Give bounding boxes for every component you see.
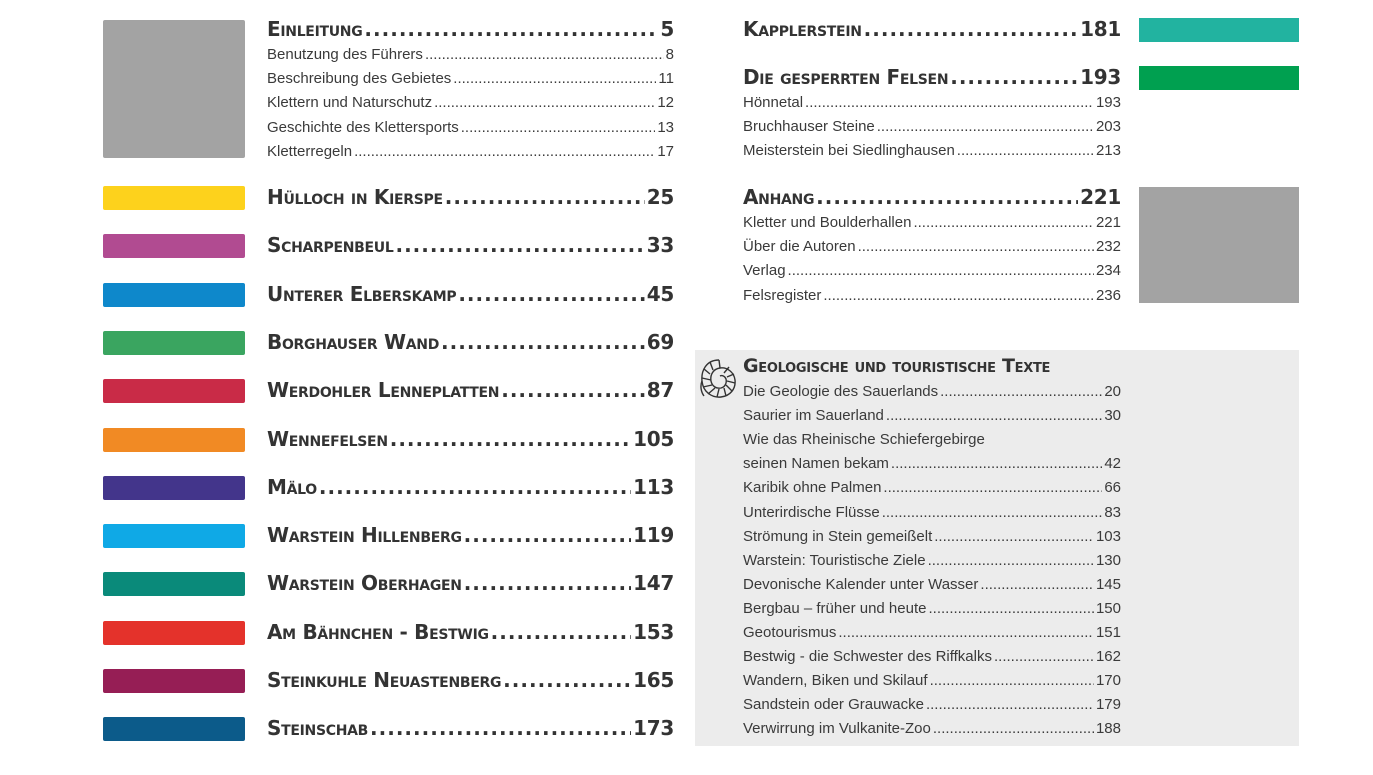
- toc-subentry[interactable]: [743, 238, 1121, 255]
- toc-subentry[interactable]: [743, 383, 1121, 400]
- entry-title: Mälo: [267, 474, 317, 499]
- ammonite-icon: [698, 356, 740, 402]
- entry-page: 119: [633, 523, 674, 548]
- entry-page: 153: [633, 619, 674, 644]
- gesperrt-swatch: [1139, 66, 1299, 90]
- entry-title: Verwirrung im Vulkanite-Zoo: [743, 720, 931, 738]
- toc-subentry[interactable]: [267, 94, 674, 111]
- chapter-color-swatch: [103, 524, 245, 548]
- entry-title: Über die Autoren: [743, 238, 856, 256]
- chapter-color-swatch: [103, 379, 245, 403]
- entry-title: Geotourismus: [743, 624, 837, 641]
- entry-page: 170: [1095, 672, 1121, 690]
- toc-entry-chapter[interactable]: [267, 378, 674, 402]
- toc-entry-gesperrt[interactable]: [743, 65, 1121, 89]
- entry-page: 203: [1095, 118, 1121, 136]
- entry-title: Meisterstein bei Siedlinghausen: [743, 142, 955, 160]
- entry-title: Verlag: [743, 262, 786, 280]
- chapter-color-swatch: [103, 186, 245, 210]
- chapter-color-swatch: [103, 331, 245, 355]
- entry-title: seinen Namen bekam: [743, 455, 889, 473]
- toc-subentry[interactable]: [743, 504, 1121, 521]
- entry-page: 11: [658, 70, 674, 88]
- entry-page: 145: [1095, 575, 1121, 593]
- entry-page: 193: [1080, 65, 1121, 89]
- entry-title: Wandern, Biken und Skilauf: [743, 672, 928, 690]
- entry-page: 5: [660, 17, 674, 41]
- entry-page: 105: [633, 426, 674, 451]
- entry-page: 173: [633, 716, 674, 741]
- entry-page: 181: [1080, 17, 1121, 41]
- toc-subentry[interactable]: [267, 143, 674, 160]
- toc-subentry[interactable]: [743, 455, 1121, 472]
- toc-entry-chapter[interactable]: [267, 571, 674, 595]
- entry-title: Bruchhauser Steine: [743, 118, 875, 136]
- einleitung-swatch: [103, 20, 245, 158]
- entry-title: Strömung in Stein gemeißelt: [743, 527, 933, 545]
- toc-entry-chapter[interactable]: [267, 716, 674, 740]
- entry-title: Unterirdische Flüsse: [743, 503, 880, 521]
- toc-subentry[interactable]: [743, 262, 1121, 279]
- entry-title: Felsregister: [743, 286, 822, 304]
- toc-entry-chapter[interactable]: [267, 427, 674, 451]
- entry-page: 221: [1095, 214, 1121, 231]
- entry-title: Benutzung des Führers: [267, 46, 423, 63]
- entry-title: Sandstein oder Grauwacke: [743, 696, 924, 714]
- toc-entry-chapter[interactable]: [267, 475, 674, 499]
- entry-page: 232: [1095, 238, 1121, 256]
- toc-subentry[interactable]: [267, 119, 674, 136]
- entry-page: 12: [657, 94, 674, 112]
- toc-entry-einleitung[interactable]: [267, 17, 674, 41]
- toc-subentry[interactable]: [743, 142, 1121, 159]
- entry-page: 25: [646, 185, 674, 209]
- toc-subentry[interactable]: [267, 46, 674, 63]
- entry-title: Geschichte des Klettersports: [267, 118, 459, 136]
- toc-subentry[interactable]: [743, 576, 1121, 593]
- toc-subentry[interactable]: [743, 648, 1121, 665]
- anhang-swatch: [1139, 187, 1299, 303]
- entry-title: Wennefelsen: [267, 426, 388, 451]
- toc-entry-chapter[interactable]: [267, 668, 674, 692]
- toc-entry-chapter[interactable]: [267, 620, 674, 644]
- chapter-color-swatch: [103, 283, 245, 307]
- toc-entry-chapter[interactable]: [267, 282, 674, 306]
- entry-title: Warstein Oberhagen: [267, 571, 462, 596]
- toc-subentry[interactable]: [743, 287, 1121, 304]
- entry-title: Bestwig - die Schwester des Riffkalks: [743, 648, 992, 666]
- entry-page: 17: [657, 142, 674, 160]
- toc-entry-chapter[interactable]: [267, 523, 674, 547]
- chapter-color-swatch: [103, 621, 245, 645]
- entry-title: Saurier im Sauerland: [743, 407, 884, 425]
- entry-title: Beschreibung des Gebietes: [267, 70, 452, 88]
- toc-subentry[interactable]: [743, 552, 1121, 569]
- entry-page: 113: [633, 474, 674, 499]
- entry-page: 103: [1095, 527, 1121, 545]
- entry-page: 130: [1095, 551, 1121, 569]
- toc-entry-chapter[interactable]: [267, 185, 674, 209]
- chapter-color-swatch: [103, 572, 245, 596]
- chapter-color-swatch: [103, 476, 245, 500]
- entry-page: 162: [1095, 648, 1121, 666]
- entry-title: Warstein: Touristische Ziele: [743, 551, 926, 569]
- toc-subentry[interactable]: [743, 696, 1121, 713]
- entry-page: 83: [1104, 503, 1121, 521]
- entry-page: 193: [1095, 94, 1121, 111]
- chapter-color-swatch: [103, 428, 245, 452]
- entry-page: 165: [633, 668, 674, 692]
- entry-title: Unterer Elberskamp: [267, 281, 457, 306]
- toc-entry-chapter[interactable]: [267, 330, 674, 354]
- geology-title: Geologische und touristische Texte: [743, 355, 1051, 377]
- toc-subentry[interactable]: [743, 407, 1121, 424]
- toc-subentry[interactable]: [743, 479, 1121, 496]
- entry-title: Klettern und Naturschutz: [267, 94, 433, 112]
- toc-entry-kapplerstein[interactable]: [743, 17, 1121, 41]
- toc-subentry[interactable]: [743, 720, 1121, 737]
- toc-subentry[interactable]: [743, 528, 1121, 545]
- toc-subentry[interactable]: [743, 94, 1121, 111]
- entry-title: Kletterregeln: [267, 142, 353, 160]
- toc-entry-chapter[interactable]: [267, 233, 674, 257]
- toc-subentry[interactable]: [743, 118, 1121, 135]
- chapter-color-swatch: [103, 717, 245, 741]
- entry-page: 13: [657, 118, 674, 136]
- chapter-color-swatch: [103, 669, 245, 693]
- entry-page: 20: [1104, 383, 1121, 400]
- entry-page: 236: [1095, 286, 1121, 304]
- kapplerstein-swatch: [1139, 18, 1299, 42]
- entry-page: 151: [1095, 624, 1121, 641]
- toc-subentry[interactable]: [743, 624, 1121, 641]
- entry-page: 87: [646, 378, 674, 403]
- entry-page: 42: [1104, 455, 1121, 473]
- toc-subentry[interactable]: [743, 600, 1121, 617]
- entry-title: Kapplerstein: [743, 17, 862, 41]
- toc-entry-anhang[interactable]: [743, 185, 1121, 209]
- entry-page: 188: [1095, 720, 1121, 738]
- entry-title: Warstein Hillenberg: [267, 523, 462, 548]
- entry-title: Einleitung: [267, 17, 363, 41]
- entry-title: Kletter und Boulderhallen: [743, 214, 912, 231]
- entry-title: Werdohler Lenneplatten: [267, 378, 500, 403]
- entry-page: 8: [665, 46, 674, 63]
- toc-subentry[interactable]: [267, 70, 674, 87]
- entry-page: 150: [1095, 599, 1121, 617]
- entry-page: 221: [1080, 185, 1121, 209]
- entry-title: Steinkuhle Neuastenberg: [267, 668, 502, 692]
- entry-title: Anhang: [743, 185, 815, 209]
- entry-page: 30: [1104, 407, 1121, 425]
- entry-title: Hönnetal: [743, 94, 804, 111]
- toc-subentry[interactable]: [743, 214, 1121, 231]
- entry-title: Wie das Rheinische Schiefergebirge: [743, 431, 985, 449]
- entry-page: 45: [646, 281, 674, 306]
- entry-title: Devonische Kalender unter Wasser: [743, 575, 979, 593]
- entry-title: Scharpenbeul: [267, 233, 394, 258]
- entry-page: 66: [1104, 479, 1121, 497]
- entry-title: Hülloch in Kierspe: [267, 185, 443, 209]
- entry-title: Steinschab: [267, 716, 369, 741]
- entry-title: Die gesperrten Felsen: [743, 65, 949, 89]
- entry-page: 179: [1095, 696, 1121, 714]
- entry-title: Karibik ohne Palmen: [743, 479, 882, 497]
- entry-title: Am Bähnchen - Bestwig: [267, 619, 489, 644]
- entry-title: Bergbau – früher und heute: [743, 599, 927, 617]
- entry-page: 147: [633, 571, 674, 596]
- entry-page: 234: [1095, 262, 1121, 280]
- entry-page: 69: [646, 329, 674, 354]
- entry-page: 213: [1095, 142, 1121, 160]
- toc-subentry[interactable]: [743, 672, 1121, 689]
- entry-title: Die Geologie des Sauerlands: [743, 383, 939, 400]
- entry-page: 33: [646, 233, 674, 258]
- entry-title: Borghauser Wand: [267, 329, 440, 354]
- toc-subentry[interactable]: [743, 431, 1121, 448]
- chapter-color-swatch: [103, 234, 245, 258]
